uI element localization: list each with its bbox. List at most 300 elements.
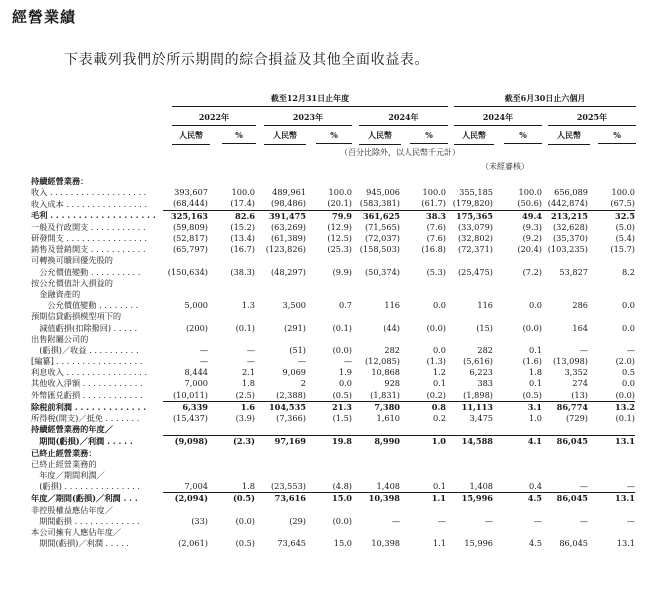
amount-cell: (44) [383,322,400,333]
amount-cell [542,527,588,538]
amount-cell: (33,079) [457,221,493,232]
percent-cell [588,448,635,459]
amount-cell: (72,371) [457,244,493,255]
percent-cell: (0.5) [235,538,255,549]
row-label: 收入成本 . . . . . . . . . . . . . . . . [31,198,148,209]
percent-cell: 0.2 [432,413,446,424]
percent-cell: 32.5 [588,210,635,222]
row-label: 減值虧損(扣除撥回) . . . . . [31,322,138,333]
percent-cell [493,255,542,266]
amount-cell: 86,045 [559,538,588,549]
amount-cell: 391,475 [255,210,306,222]
percent-cell: 21.3 [306,401,352,413]
amount-cell: 8,444 [184,367,208,378]
table-row [31,345,635,356]
percent-cell: (1.5) [332,413,352,424]
percent-cell [306,424,352,436]
percent-cell: 19.8 [306,436,352,448]
table-row [31,176,635,187]
percent-cell [208,470,255,481]
year-header-2022: 2022年 [172,112,256,126]
table-row [31,334,635,345]
amount-cell: 97,169 [255,436,306,448]
year-header-2024: 2024年 [359,112,448,126]
amount-cell: 7,004 [184,481,208,492]
percent-cell [493,527,542,538]
row-label: 銷售及營銷開支 . . . . . . . . . . . [31,244,146,255]
amount-cell [542,504,588,515]
percent-cell [400,176,446,187]
amount-cell [446,278,493,289]
amount-cell: (71,565) [364,221,400,232]
table-row [31,470,635,481]
percent-cell: 1.1 [400,493,446,505]
amount-cell: (150,634) [167,266,208,277]
percent-cell [400,504,446,515]
table-row [31,278,635,289]
table-row [31,424,635,436]
percent-cell: (15.7) [610,244,635,255]
row-label: [編纂] . . . . . . . . . . . . . . . . . [31,356,143,367]
percent-cell [400,448,446,459]
amount-cell: (98,486) [270,198,306,209]
table-row [31,222,635,233]
percent-cell: 100.0 [328,187,352,198]
table-row [31,538,635,549]
percent-cell: (38.3) [230,266,255,277]
amount-cell [163,527,208,538]
percent-cell: 79.9 [306,210,352,222]
percent-cell [400,334,446,345]
amount-cell: 325,163 [163,210,208,222]
percent-cell: (0.1) [332,322,352,333]
percent-cell [588,278,635,289]
percent-cell [588,527,635,538]
percent-cell [208,255,255,266]
table-row [31,311,635,322]
year-header-2023: 2023年 [264,112,352,126]
percent-cell [493,289,542,300]
amount-cell: (63,269) [270,221,306,232]
percent-cell: 1.1 [432,538,446,549]
amount-cell [255,504,306,515]
amount-cell: (1,898) [463,389,493,400]
amount-cell: — [484,515,493,526]
row-label: 期間虧損 . . . . . . . . . . . . . [31,515,140,526]
amount-cell: 10,398 [371,538,400,549]
amount-cell: 3,500 [282,300,306,311]
row-label: 期間(虧損)／利潤 . . . . . [31,538,129,549]
table-row [31,378,635,389]
percent-cell [306,278,352,289]
amount-cell: (200) [185,322,208,333]
row-label: 利息收入 . . . . . . . . . . . . . . . . [31,367,148,378]
percent-cell: (0.5) [208,493,255,505]
percent-cell: (2.5) [235,389,255,400]
amount-cell: (23,553) [270,481,306,492]
amount-cell [446,470,493,481]
percent-cell: (12.5) [327,233,352,244]
percent-cell: 38.3 [400,210,446,222]
amount-cell [446,311,493,322]
amount-cell: 8,990 [352,436,400,448]
percent-cell [306,334,352,345]
row-label: 年度／期間利潤／ [31,469,105,480]
row-label: 按公允價值計入損益的 [31,277,113,288]
amount-cell: 6,223 [469,367,493,378]
percent-cell: (20.1) [327,198,352,209]
percent-cell [208,424,255,436]
percent-cell: (0.0) [235,515,255,526]
table-row [31,436,635,448]
amount-cell: 213,215 [542,210,588,222]
percent-cell: 13.1 [616,538,635,549]
percent-cell [208,334,255,345]
percent-cell [306,448,352,459]
amount-cell: 282 [477,344,493,355]
percent-cell: (16.8) [421,244,446,255]
percent-cell [493,459,542,470]
amount-cell: 116 [384,300,400,311]
amount-cell: 9,069 [282,367,306,378]
percent-cell [208,459,255,470]
year-header-2025-h1: 2025年 [548,112,636,126]
table-row [31,198,635,210]
amount-cell: (2,061) [178,538,208,549]
amount-cell [255,278,306,289]
percent-cell: 15.0 [306,493,352,505]
percent-cell [208,289,255,300]
amount-cell: 7,000 [184,378,208,389]
amount-cell [255,448,306,459]
income-statement-table [31,176,635,549]
percent-cell [493,311,542,322]
amount-cell [352,311,400,322]
percent-cell: (7.2) [522,266,542,277]
amount-cell: (48,297) [270,266,306,277]
row-label: 除税前利潤 . . . . . . . . . . . . . [31,401,147,412]
amount-cell: 104,535 [255,401,306,413]
amount-cell: 10,868 [371,367,400,378]
percent-cell: (7.6) [426,221,446,232]
amount-cell [352,424,400,436]
percent-cell: — [246,344,255,355]
percent-cell: (7.6) [426,233,446,244]
unit-pct: % [598,130,636,144]
amount-cell: — [199,344,208,355]
percent-cell: (5.0) [615,221,635,232]
amount-cell [255,255,306,266]
amount-cell [163,311,208,322]
amount-cell: (25,475) [457,266,493,277]
percent-cell [493,470,542,481]
amount-cell: 355,185 [459,187,493,198]
row-label: 年度／期間(虧損)／利潤 . . . [31,493,138,504]
amount-cell [255,311,306,322]
amount-cell: (179,820) [452,198,493,209]
table-row [31,267,635,278]
row-label: 期間(虧損)／利潤 . . . . . [31,436,133,447]
row-label: 持續經營業務的年度／ [31,424,113,435]
row-label: 毛利 . . . . . . . . . . . . . . . . . . . [31,210,156,221]
amount-cell: 2 [300,378,306,389]
amount-cell [352,176,400,187]
table-row [31,367,635,378]
percent-cell: 0.0 [432,300,446,311]
table-row [31,233,635,244]
percent-cell: (9.9) [332,266,352,277]
percent-cell: (15.2) [230,221,255,232]
row-label: 其他收入淨額 . . . . . . . . . . . . [31,378,143,389]
amount-cell: (15,437) [172,413,208,424]
percent-cell: 1.6 [208,401,255,413]
percent-cell: 4.5 [493,493,542,505]
amount-cell: 282 [384,344,400,355]
unit-note: （百分比除外，以人民幣千元計） [340,148,460,157]
row-label: 一般及行政開支 . . . . . . . . . . . [31,221,146,232]
percent-cell [588,311,635,322]
amount-cell: (10,011) [172,389,208,400]
amount-cell [255,459,306,470]
amount-cell: 86,045 [542,493,588,505]
intro-text: 下表載列我們於所示期間的綜合損益及其他全面收益表。 [64,52,429,68]
percent-cell [306,311,352,322]
amount-cell: (65,797) [172,244,208,255]
amount-cell [542,470,588,481]
row-label: 已終止經營業務的 [31,458,97,469]
amount-cell [352,459,400,470]
amount-cell: (32,802) [457,233,493,244]
amount-cell: 286 [572,300,588,311]
percent-cell: 0.8 [400,401,446,413]
period-header-year: 截至12月31日止年度 [172,93,448,107]
amount-cell [163,504,208,515]
amount-cell: (103,235) [547,244,588,255]
table-row [31,401,635,413]
amount-cell: (442,874) [547,198,588,209]
percent-cell [400,424,446,436]
amount-cell: (12,085) [364,356,400,367]
percent-cell: (50.6) [517,198,542,209]
percent-cell: (1.6) [522,356,542,367]
percent-cell: (0.1) [615,413,635,424]
amount-cell [542,334,588,345]
percent-cell: 8.2 [621,266,635,277]
percent-cell: 0.1 [432,481,446,492]
amount-cell: 383 [477,378,493,389]
percent-cell [588,255,635,266]
amount-cell [163,424,208,436]
amount-cell [446,176,493,187]
percent-cell: 100.0 [611,187,635,198]
percent-cell: (9.3) [522,221,542,232]
percent-cell: 1.0 [400,436,446,448]
percent-cell [493,424,542,436]
percent-cell: (0.0) [615,389,635,400]
amount-cell: 274 [572,378,588,389]
amount-cell: (123,826) [265,244,306,255]
percent-cell: 0.0 [432,344,446,355]
percent-cell [208,311,255,322]
percent-cell: (2.3) [208,436,255,448]
percent-cell: (0.0) [522,322,542,333]
amount-cell: (32,628) [552,221,588,232]
percent-cell [306,504,352,515]
percent-cell: (0.1) [235,322,255,333]
amount-cell: (59,809) [172,221,208,232]
percent-cell: (13.4) [230,233,255,244]
percent-cell: 100.0 [422,187,446,198]
table-row [31,300,635,311]
amount-cell: (729) [565,413,588,424]
amount-cell [163,459,208,470]
amount-cell [352,527,400,538]
amount-cell [352,289,400,300]
amount-cell: (1,831) [370,389,400,400]
section-title: 經營業績 [12,8,77,26]
table-row [31,244,635,255]
amount-cell: (33) [191,515,208,526]
percent-cell: 0.0 [621,300,635,311]
amount-cell: 656,089 [554,187,588,198]
percent-cell: 0.7 [338,300,352,311]
amount-cell: 73,616 [255,493,306,505]
percent-cell: (20.4) [517,244,542,255]
percent-cell [306,527,352,538]
percent-cell: (5.4) [615,233,635,244]
row-label: 外幣匯兑虧損 . . . . . . . . . . . . [31,389,143,400]
percent-cell [208,448,255,459]
amount-cell [446,289,493,300]
percent-cell: (4.8) [332,481,352,492]
unit-pct: % [316,130,352,144]
percent-cell [588,176,635,187]
percent-cell [588,459,635,470]
amount-cell: 14,588 [446,436,493,448]
amount-cell: (2,388) [276,389,306,400]
amount-cell: (29) [289,515,306,526]
table-row [31,356,635,367]
percent-cell [306,176,352,187]
amount-cell: 15,996 [464,538,493,549]
percent-cell: (0.5) [522,389,542,400]
period-header-six-months: 截至6月30日止六個月 [454,93,636,107]
percent-cell: 4.5 [528,538,542,549]
amount-cell: 6,339 [163,401,208,413]
amount-cell [542,424,588,436]
percent-cell: (0.2) [426,389,446,400]
percent-cell [208,278,255,289]
row-label: 收入 . . . . . . . . . . . . . . . . . . . [31,187,147,198]
percent-cell: (3.9) [235,413,255,424]
row-label: 本公司擁有人應佔年度／ [31,526,122,537]
table-row [31,413,635,424]
amount-cell [255,527,306,538]
amount-cell: (15) [476,322,493,333]
unit-rmb: 人民幣 [172,130,210,145]
amount-cell: (5,616) [463,356,493,367]
percent-cell [493,334,542,345]
percent-cell: 4.1 [493,436,542,448]
percent-cell: 1.2 [432,367,446,378]
percent-cell [400,459,446,470]
percent-cell: 13.2 [588,401,635,413]
amount-cell [352,448,400,459]
percent-cell [208,504,255,515]
percent-cell: 1.8 [241,481,255,492]
amount-cell: (68,444) [172,198,208,209]
percent-cell [400,278,446,289]
percent-cell: — [343,356,352,367]
percent-cell: 0.0 [621,322,635,333]
percent-cell [493,176,542,187]
amount-cell: (13) [571,389,588,400]
percent-cell [306,255,352,266]
amount-cell: 928 [384,378,400,389]
percent-cell: 15.0 [333,538,352,549]
amount-cell [446,424,493,436]
amount-cell: 489,961 [272,187,306,198]
percent-cell: (61.7) [421,198,446,209]
unaudited-note: （未經審核） [481,162,529,171]
amount-cell: (61,389) [270,233,306,244]
percent-cell [306,470,352,481]
percent-cell: — [533,515,542,526]
percent-cell [400,527,446,538]
row-label: 公允價值變動 . . . . . . . . . . [31,266,141,277]
amount-cell [255,334,306,345]
amount-cell [446,527,493,538]
amount-cell: 11,113 [446,401,493,413]
percent-cell: 1.0 [528,413,542,424]
amount-cell [446,504,493,515]
row-label: 研發開支 . . . . . . . . . . . . . . . . [31,233,148,244]
amount-cell: (2,094) [163,493,208,505]
amount-cell [352,278,400,289]
amount-cell [163,176,208,187]
percent-cell: 1.3 [241,300,255,311]
percent-cell: 100.0 [231,187,255,198]
percent-cell: 0.1 [528,344,542,355]
table-row [31,504,635,515]
row-label: 可轉換可贖回優先股的 [31,255,113,266]
percent-cell: 2.1 [241,367,255,378]
table-row [31,481,635,493]
amount-cell [163,470,208,481]
percent-cell: 82.6 [208,210,255,222]
amount-cell [446,255,493,266]
row-label: 已終止經營業務： [31,447,97,458]
percent-cell: — [626,344,635,355]
percent-cell: (0.0) [332,344,352,355]
amount-cell: 53,827 [559,266,588,277]
amount-cell: (72,037) [364,233,400,244]
row-label: 出售附屬公司的 [31,333,89,344]
percent-cell: 1.8 [528,367,542,378]
amount-cell [255,470,306,481]
percent-cell: 0.0 [621,378,635,389]
percent-cell [588,470,635,481]
percent-cell [493,278,542,289]
percent-cell: 100.0 [518,187,542,198]
percent-cell: 49.4 [493,210,542,222]
amount-cell [446,334,493,345]
table-row [31,322,635,333]
percent-cell [588,289,635,300]
percent-cell: 0.1 [432,378,446,389]
percent-cell: — [626,481,635,492]
amount-cell: 116 [477,300,493,311]
